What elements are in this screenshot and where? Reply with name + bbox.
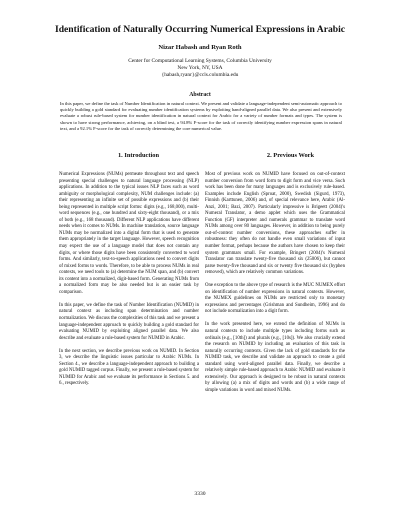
page-number: 3330 bbox=[194, 491, 206, 497]
affiliation-line-1: Center for Computational Learning Systems, Columbia University bbox=[128, 58, 272, 64]
affiliation-email: {habash,ryanr}@ccls.columbia.edu bbox=[161, 72, 239, 78]
affiliation-line-2: New York, NY, USA bbox=[177, 65, 223, 71]
section-heading-introduction: 1. Introduction bbox=[117, 152, 160, 159]
intro-paragraph-3: In the next section, we describe previous work on NUMID. In Section 3, we describe the linguistic issues particular to Arabic NUMs. In Section 4., we describe a language-independent approach to building a gold NUMID tagged corpus. Finally, we present a rule-based system for NUMID for Arabic and we evaluate its performance in Sections 5. and 6., respectively. bbox=[59, 348, 199, 387]
left-column bbox=[59, 172, 199, 394]
previous-work-paragraph-3: In the work presented here, we extend the definition of NUMs in natural contexts to include multiple types including forms such as ordinals (e.g., [10th]) and plurals (e.g., [10s]). We also crucially extend the research on NUMID by including an evaluation of this task in naturally occurring contexts. Given the lack of gold standards for the NUMID task, we describe and validate an approach to create a gold standard using word-aligned parallel data. Finally, we describe a relatively simple rule-based approach to Arabic NUMID and evaluate it extensively. Our approach is designed to be robust in natural contexts by allowing (a) a mix of digits and words and (b) a wide range of simple variations in word and mixed NUMs. bbox=[205, 322, 345, 393]
abstract-text: In this paper, we define the task of Number Identification in natural context. We present and validate a language-independent semi-automatic approach to quickly building a gold standard for evaluating number identification systems by exploiting hand-aligned parallel data. We also present and extensively evaluate a robust rule-based system for number identification in natural context for Arabic for a variety of number formats and types. The system is shown to have strong performance, achieving, on a blind test, a 94.8% F-score for the task of correctly identifying number expression spans in natural text, and a 92.1% F-score for the task of correctly determining the core numerical value. bbox=[60, 101, 342, 131]
paper-title: Identification of Naturally Occurring Numerical Expressions in Arabic bbox=[54, 24, 346, 35]
right-column bbox=[205, 172, 345, 401]
intro-paragraph-2: In this paper, we define the task of Number Identification (NUMID) in natural context as including span determination and number normalization. We discuss the complexities of this task and we present a language-independent approach to quickly building a gold standard for evaluating NUMID by exploiting aligned parallel data. We also describe and evaluate a rule-based system for NUMID in Arabic. bbox=[59, 302, 199, 341]
previous-work-paragraph-2: One exception to the above type of research is the MUC NUMEX effort on identification of number expressions in natural contexts. However, the NUMEX guidelines on NUMs are restricted only to monetary expressions and percentages (Grishman and Sundheim, 1996) and do not include normalization into a digit form. bbox=[205, 283, 345, 315]
paper-authors: Nizar Habash and Ryan Roth bbox=[158, 44, 242, 51]
previous-work-paragraph-1: Most of previous work on NUMID have focused on out-of-context number conversion from word form to digit form and vice versa. Such work has been done for many languages and is exclusively rule-based. Examples include English (Sproat, 2000), Swedish (Sigurd, 1973), Finnish (Karttunen, 2006) and, of special relevance here, Arabic (Al-Anzi, 2001; Bazi, 2007). Particularly impressive is Brigeett (2004)'s Numeral Translator, a demo applet which uses the Grammatical Function (GF) interpreter and numerals grammar to translate word NUMs among over 80 languages. However, in addition to being purely out-of-context number conversions, these approaches suffer in robustness: they often do not handle even small variations of input number format, perhaps because the authors have chosen to keep their system grammars small. For example, Bringert (2004)'s Numeral Translator can translate twenty-five thousand six (25006), but cannot parse twenty-five thousand and six or twenty five thousand six (hyphen removed), which are relatively common variations. bbox=[205, 172, 345, 276]
abstract-heading: Abstract bbox=[189, 92, 211, 98]
affiliation-block bbox=[0, 58, 400, 79]
section-heading-previous-work: 2. Previous Work bbox=[266, 152, 315, 159]
intro-paragraph-1: Numerical Expressions (NUMs) permeate throughout text and speech presenting special challenges to natural language processing (NLP) applications. In addition to the typical issues NLP faces such as word ambiguity or morphological complexity, NUM challenges include: (a) their representing an infinite set of possible expressions and (b) their being represented in multiple script forms: digits (e.g., 168,000), multi-word sequences (e.g., one hundred and sixty-eight thousand), or a mix of both (e.g., 168 thousand). Different NLP applications have different needs when it comes to NUMs. In machine translation, source language NUMs may be normalized into a digital form that is used to generate them appropriately in the target language. However, speech recognition may expect the use of a language model that does not contain any digits, or where those digits have been consistently converted to word forms. And similarly, text-to-speech applications need to convert digits of mixed forms to words. Therefore, to be able to process NUMs in real contexts, we need tools to (a) determine the NUM span, and (b) convert its content into a normalized, digit-based form. Generating NUMs from a normalized form may be also needed but is an easier task by comparison. bbox=[59, 172, 199, 295]
